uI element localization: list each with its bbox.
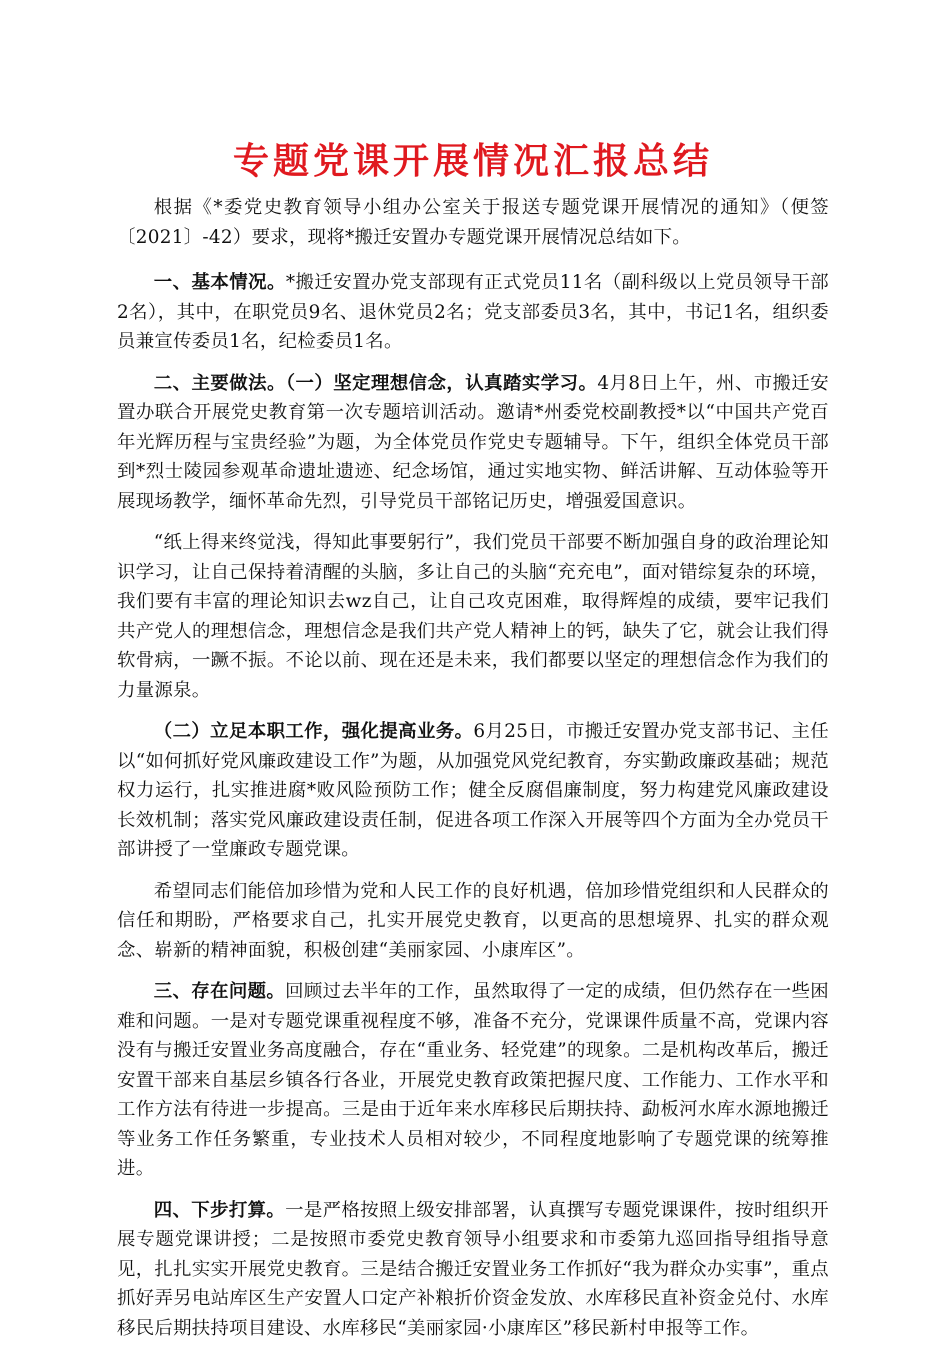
paragraph-lead: 二、主要做法。（一）坚定理想信念，认真踏实学习。 — [153, 372, 598, 394]
paragraph-main-practice — [117, 369, 829, 517]
paragraph-lead: （二）立足本职工作，强化提高业务。 — [153, 721, 474, 742]
paragraph-text: 4月8日上午，州、市搬迁安置办联合开展党史教育第一次专题培训活动。邀请*州委党校副教授*以“中国共产党百年光辉历程与宝贵经验”为题，为全体党员作党史专题辅导。下午，组织全体党员干部到*烈士陵园参观革命遗址遗迹、纪念场馆，通过实地实物、鲜活讲解、互动体验等开展现场教学，缅怀革命先烈，引导党员干部铭记历史，增强爱国意识。 — [117, 372, 829, 512]
paragraph-text: *搬迁安置办党支部现有正式党员11名（副科级以上党员领导干部2名），其中，在职党员9名、退休党员2名；党支部委员3名，其中，书记1名，组织委员兼宣传委员1名，纪检委员1名。 — [117, 272, 829, 352]
paragraph-text: 回顾过去半年的工作，虽然取得了一定的成绩，但仍然存在一些困难和问题。一是对专题党课重视程度不够，准备不充分，党课课件质量不高，党课内容没有与搬迁安置业务高度融合，存在“重业务、轻党建”的现象。二是机构改革后，搬迁安置干部来自基层乡镇各行各业，开展党史教育政策把握尺度、工作能力、工作水平和工作方法有待进一步提高。三是由于近年来水库移民后期扶持、勐板河水库水源地搬迁等业务工作任务繁重，专业技术人员相对较少，不同程度地影响了专题党课的统筹推进。 — [117, 981, 830, 1179]
paragraph-lead: 四、下步打算。 — [153, 1199, 286, 1221]
paragraph-text: 希望同志们能倍加珍惜为党和人民工作的良好机遇，倍加珍惜党组织和人民群众的信任和期盼，严格要求自己，扎实开展党史教育，以更高的思想境界、扎实的群众观念、崭新的精神面貌，积极创建“美丽家园、小康库区”。 — [117, 880, 829, 961]
paragraph-hope — [117, 877, 829, 966]
paragraph-text: 根据《*委党史教育领导小组办公室关于报送专题党课开展情况的通知》（便签〔2021〕-42）要求，现将*搬迁安置办专题党课开展情况总结如下。 — [117, 197, 829, 248]
document-title: 专题党课开展情况汇报总结 — [232, 140, 713, 182]
paragraph-next-plan — [117, 1196, 829, 1344]
paragraph-problems — [117, 977, 829, 1184]
paragraph-text: “纸上得来终觉浅，得知此事要躬行”，我们党员干部要不断加强自身的政治理论知识学习，让自己保持着清醒的头脑，多让自己的头脑“充充电”，面对错综复杂的环境，我们要有丰富的理论知识去wz自己，让自己攻克困难，取得辉煌的成绩，要牢记我们共产党人的理想信念，理想信念是我们共产党人精神上的钙，缺失了它，就会让我们得软骨病，一蹶不振。不论以前、现在还是未来，我们都要以坚定的理想信念作为我们的力量源泉。 — [117, 532, 829, 701]
document-page — [117, 135, 829, 1355]
paragraph-basic-situation — [117, 268, 829, 357]
paragraph-intro — [117, 193, 829, 252]
paragraph-lead: 三、存在问题。 — [153, 981, 286, 1002]
paragraph-theory-study — [117, 528, 829, 705]
paragraph-text: 6月25日，市搬迁安置办党支部书记、主任以“如何抓好党风廉政建设工作”为题，从加强党风党纪教育，夯实勤政廉政基础；规范权力运行，扎实推进腐*败风险预防工作；健全反腐倡廉制度，努力构建党风廉政建设长效机制；落实党风廉政建设责任制，促进各项工作深入开展等四个方面为全办党员干部讲授了一堂廉政专题党课。 — [117, 721, 829, 860]
paragraph-text: 一是严格按照上级安排部署，认真撰写专题党课课件，按时组织开展专题党课讲授；二是按照市委党史教育领导小组要求和市委第九巡回指导组指导意见，扎扎实实开展党史教育。三是结合搬迁安置业务工作抓好“我为群众办实事”，重点抓好弄另电站库区生产安置人口定产补粮折价资金发放、水库移民直补资金兑付、水库移民后期扶持项目建设、水库移民“美丽家园·小康库区”移民新村申报等工作。 — [117, 1199, 830, 1339]
paragraph-job-duty — [117, 717, 829, 865]
paragraph-lead: 一、基本情况。 — [153, 272, 286, 293]
